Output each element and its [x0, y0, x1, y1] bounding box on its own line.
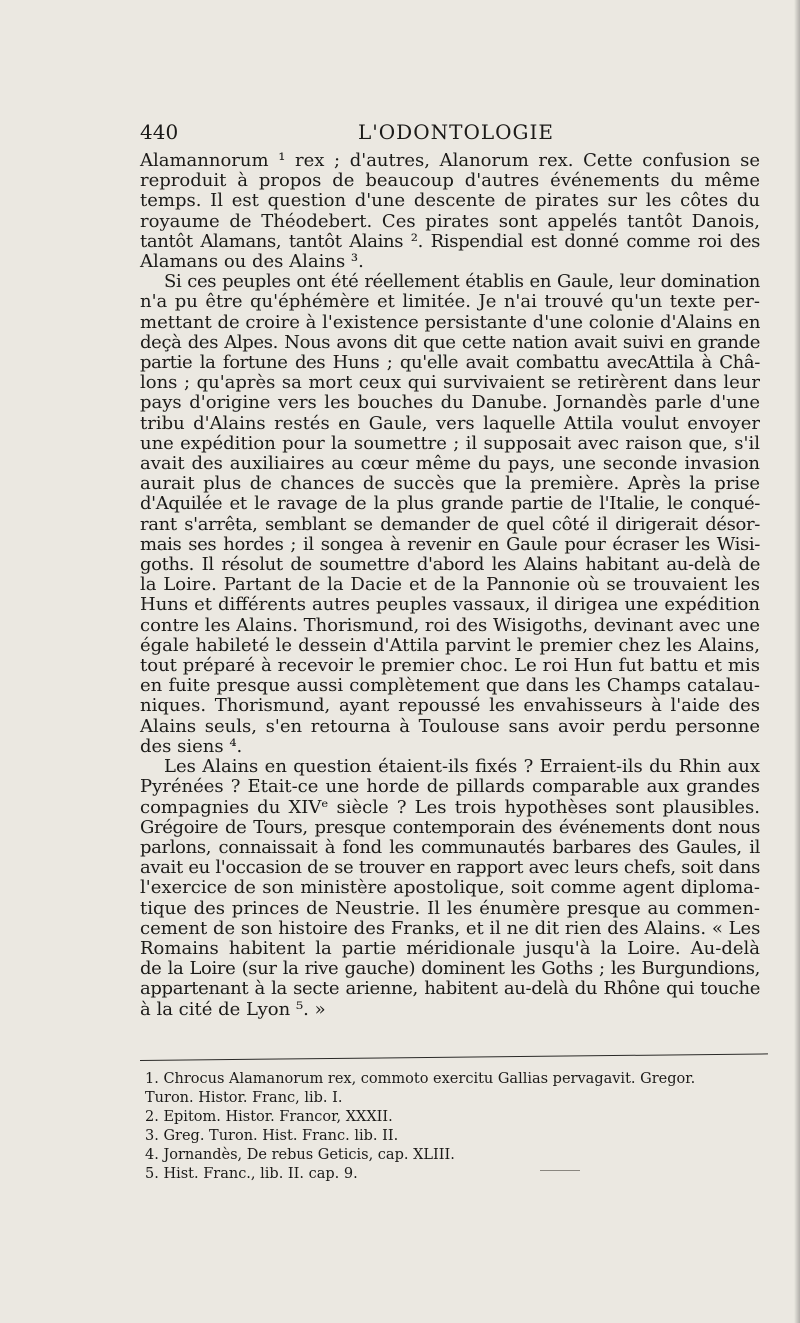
text-line: avait des auxiliaires au cœur même du pays, une seconde invasion	[140, 453, 760, 475]
page-edge-shadow	[794, 0, 800, 1323]
running-title: L'ODONTOLOGIE	[358, 120, 554, 144]
text-line: n'a pu être qu'éphémère et limitée. Je n'ai trouvé qu'un texte per-	[140, 291, 760, 313]
text-line: l'exercice de son ministère apostolique, soit comme agent diploma-	[140, 877, 760, 899]
text-line: tribu d'Alains restés en Gaule, vers laquelle Attila voulut envoyer	[140, 412, 760, 434]
text-line: Pyrénées ? Etait-ce une horde de pillards comparable aux grandes	[140, 776, 760, 798]
text-line: de la Loire (sur la rive gauche) dominent les Goths ; les Burgundions,	[140, 958, 760, 980]
text-line: d'Aquilée et le ravage de la plus grande partie de l'Italie, le conqué-	[140, 493, 760, 515]
text-line: une expédition pour la soumettre ; il supposait avec raison que, s'il	[140, 432, 760, 454]
text-line: mettant de croire à l'existence persistante d'une colonie d'Alains en	[140, 311, 761, 333]
text-line: parlons, connaissait à fond les communautés barbares des Gaules, il	[140, 836, 760, 858]
text-line: appartenant à la secte arienne, habitent au-delà du Rhône qui touche	[140, 978, 760, 1000]
text-line: pays d'origine vers les bouches du Danube. Jornandès parle d'une	[140, 392, 760, 414]
text-line: royaume de Théodebert. Ces pirates sont appelés tantôt Danois,	[140, 210, 760, 232]
text-line: niques. Thorismund, ayant repoussé les envahisseurs à l'aide des	[140, 695, 760, 717]
text-line: aurait plus de chances de succès que la première. Après la prise	[140, 473, 760, 495]
footnote-line: 5. Hist. Franc., lib. II. cap. 9.	[145, 1166, 358, 1182]
text-line: tantôt Alamans, tantôt Alains ². Rispendial est donné comme roi des	[140, 230, 760, 252]
text-line: Huns et différents autres peuples vassaux, il dirigea une expédition	[140, 594, 760, 616]
text-line: compagnies du XIVᵉ siècle ? Les trois hypothèses sont plausibles.	[140, 796, 760, 818]
text-line: la Loire. Partant de la Dacie et de la Pannonie où se trouvaient les	[140, 574, 760, 596]
text-line: des siens ⁴.	[140, 735, 243, 757]
text-line: cement de son histoire des Franks, et il ne dit rien des Alains. « Les	[140, 917, 761, 939]
text-line: contre les Alains. Thorismund, roi des Wisigoths, devinant avec une	[140, 614, 760, 636]
text-line: Alains seuls, s'en retourna à Toulouse sans avoir perdu personne	[140, 715, 760, 737]
ink-mark	[540, 1170, 580, 1171]
text-line: Romains habitent la partie méridionale jusqu'à la Loire. Au-delà	[140, 937, 760, 959]
footnote-line: Turon. Histor. Franc, lib. I.	[145, 1090, 343, 1106]
text-line: reproduit à propos de beaucoup d'autres événements du même	[140, 170, 760, 192]
footnote-line: 2. Epitom. Histor. Francor, XXXII.	[145, 1109, 393, 1125]
text-line: tout préparé à recevoir le premier choc. Le roi Hun fut battu et mis	[140, 655, 760, 677]
text-line: Si ces peuples ont été réellement établis en Gaule, leur domination	[164, 271, 760, 293]
text-line: mais ses hordes ; il songea à revenir en Gaule pour écraser les Wisi-	[140, 533, 760, 555]
text-line: Alamannorum ¹ rex ; d'autres, Alanorum rex. Cette confusion se	[140, 150, 760, 171]
text-line: deçà des Alpes. Nous avons dit que cette nation avait suivi en grande	[140, 331, 760, 353]
page-number: 440	[140, 120, 179, 144]
text-line: Grégoire de Tours, presque contemporain des événements dont nous	[140, 816, 760, 838]
footnote-line: 4. Jornandès, De rebus Geticis, cap. XLIII.	[145, 1147, 455, 1163]
text-line: tique des princes de Neustrie. Il les énumère presque au commen-	[140, 897, 760, 919]
text-line: Les Alains en question étaient-ils fixés ? Erraient-ils du Rhin aux	[164, 756, 760, 778]
text-line: temps. Il est question d'une descente de pirates sur les côtes du	[140, 190, 760, 212]
text-line: rant s'arrêta, semblant se demander de quel côté il dirigerait désor-	[140, 513, 760, 535]
footnote-divider	[140, 1053, 768, 1061]
text-line: Alamans ou des Alains ³.	[140, 251, 364, 273]
text-line: partie la fortune des Huns ; qu'elle avait combattu avecAttila à Châ-	[140, 352, 760, 374]
body-text	[140, 151, 760, 1020]
footnote-line: 1. Chrocus Alamanorum rex, commoto exercitu Gallias pervagavit. Gregor.	[145, 1071, 696, 1087]
text-line: goths. Il résolut de soumettre d'abord les Alains habitant au-delà de	[140, 554, 760, 576]
page-header	[140, 120, 760, 146]
footnotes	[145, 1070, 785, 1184]
footnote-line: 3. Greg. Turon. Hist. Franc. lib. II.	[145, 1128, 399, 1144]
text-line: avait eu l'occasion de se trouver en rapport avec leurs chefs, soit dans	[140, 857, 760, 879]
text-line: égale habileté le dessein d'Attila parvint le premier chez les Alains,	[140, 634, 760, 656]
text-line: en fuite presque aussi complètement que dans les Champs catalau-	[140, 675, 760, 697]
text-line: à la cité de Lyon ⁵. »	[140, 998, 326, 1020]
text-line: lons ; qu'après sa mort ceux qui survivaient se retirèrent dans leur	[140, 372, 760, 394]
